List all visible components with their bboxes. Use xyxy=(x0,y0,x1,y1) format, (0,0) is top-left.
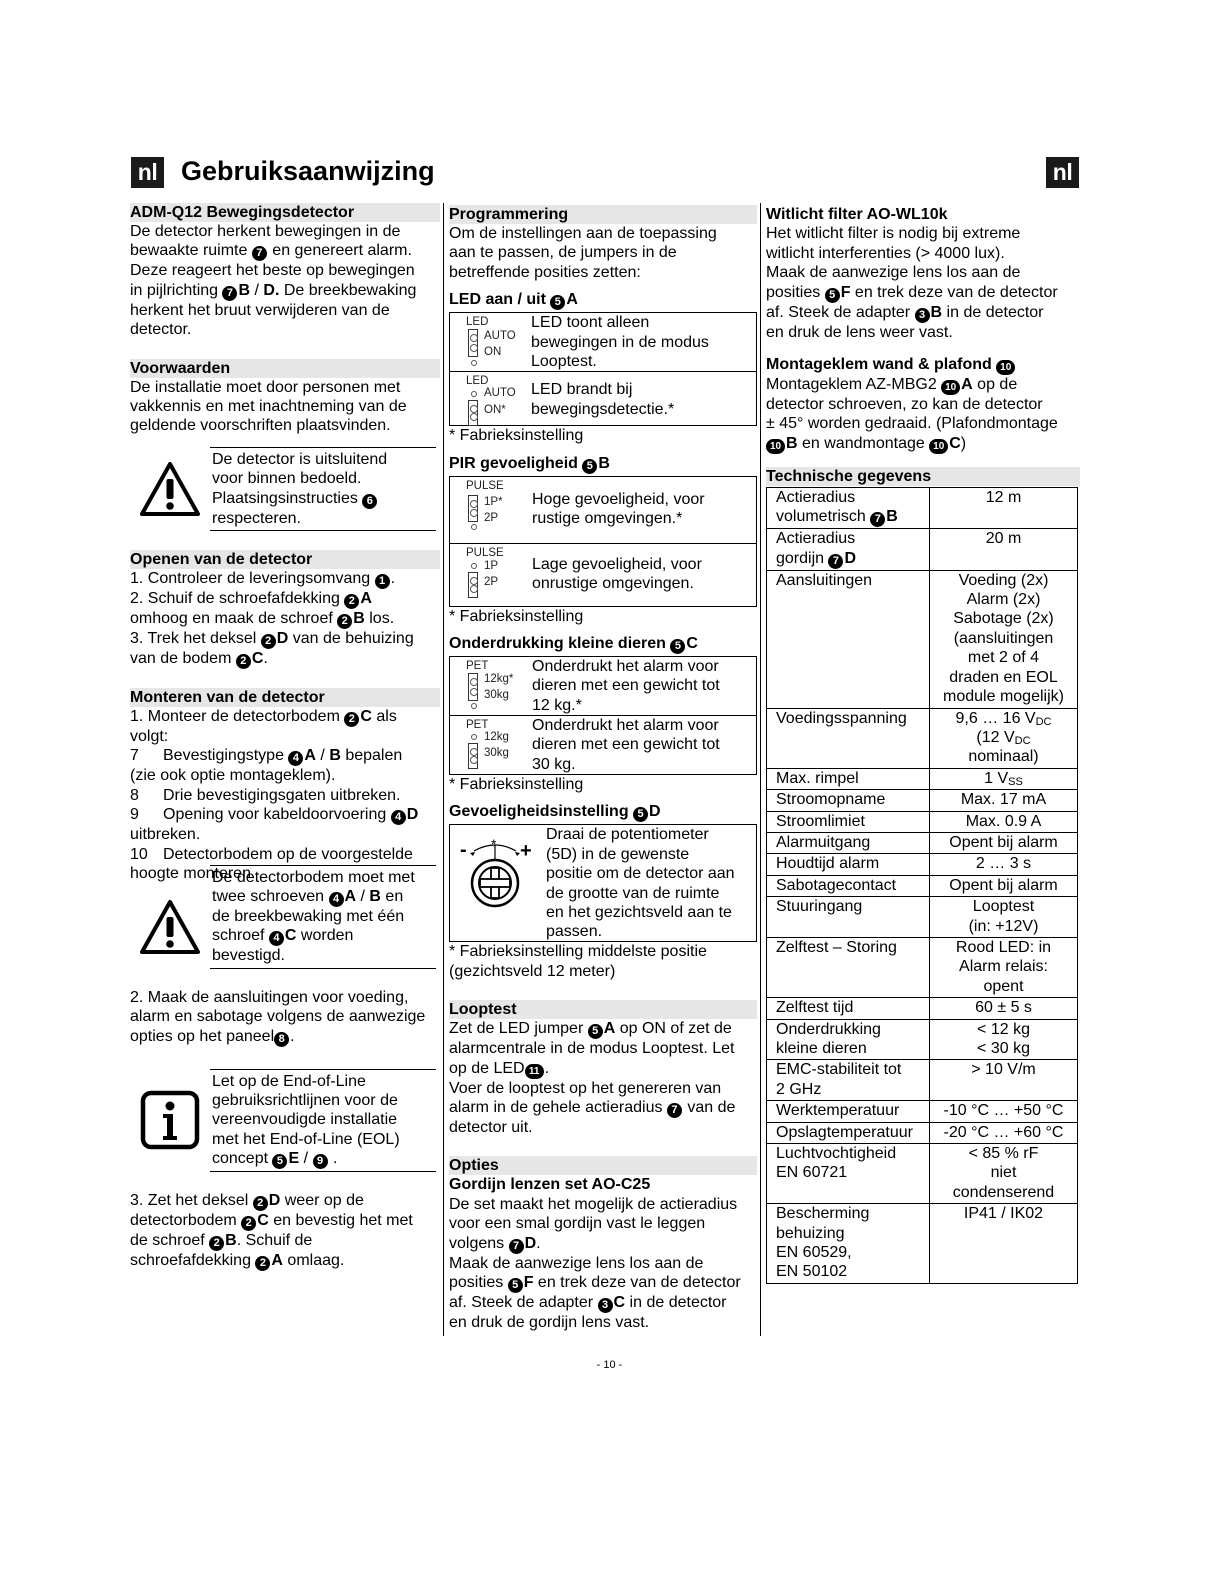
text-line: concept 5 E / 9 . xyxy=(212,1150,338,1168)
ref-number-icon: 2 xyxy=(241,1216,256,1231)
ref-number-icon: 2 xyxy=(209,1236,224,1251)
pir-jumper-table xyxy=(449,476,757,607)
spec-value: Max. 17 mA xyxy=(930,790,1078,811)
text-line: bevestigd. xyxy=(212,947,285,965)
table-row xyxy=(767,875,1078,896)
subsection-title-led: LED aan / uit 5 A xyxy=(449,291,578,309)
text-line: van de bodem 2 C. xyxy=(130,650,268,668)
subsection-title-curtain: Gordijn lenzen set AO-C25 xyxy=(449,1176,651,1194)
spec-value: Opent bij alarm xyxy=(930,832,1078,853)
text-line: 1. Monteer de detectorbodem 2 C als xyxy=(130,708,397,726)
spec-label: volumetrisch 7 B xyxy=(776,508,898,526)
text-line: (zie ook optie montageklem). xyxy=(130,767,336,785)
ref-number-icon: 3 xyxy=(915,308,930,323)
spec-label: Sabotagecontact xyxy=(767,875,930,896)
subsection-title-pir: PIR gevoeligheid 5 B xyxy=(449,454,610,472)
spec-label: Opslagtemperatuur xyxy=(767,1122,930,1143)
spec-label: Bescherming behuizing EN 60529, EN 50102 xyxy=(767,1204,930,1284)
ref-number-icon: 5 xyxy=(670,639,685,654)
ref-number-icon: 7 xyxy=(252,246,267,261)
table-row xyxy=(767,487,1078,528)
page-title: Gebruiksaanwijzing xyxy=(181,156,435,186)
subsection-title-whitelight: Witlicht filter AO-WL10k xyxy=(766,206,948,223)
text-line: ± 45° worden gedraaid. (Plafondmontage xyxy=(766,415,1058,433)
ref-number-icon: 4 xyxy=(391,810,406,825)
text-line: posities 5 F en trek deze van de detector xyxy=(449,1274,741,1292)
jumper-diagram: LED AUTO ON xyxy=(449,313,529,371)
led-option-auto xyxy=(449,313,757,371)
text-line: rustige omgevingen.* xyxy=(532,510,683,528)
text-line: passen. xyxy=(546,923,603,941)
text-line: detector schroeven, zo kan de detector xyxy=(766,396,1043,414)
spec-label: Stroomlimiet xyxy=(767,811,930,832)
text-line: 30 kg. xyxy=(532,755,576,773)
table-row xyxy=(767,937,1078,997)
ref-number-icon: 2 xyxy=(344,712,359,727)
factory-note: * Fabrieksinstelling xyxy=(449,776,584,794)
pet-option-30kg xyxy=(450,715,756,774)
text-line: uitbreken. xyxy=(130,826,201,844)
ref-number-icon: 2 xyxy=(261,634,276,649)
spec-value: Looptest (in: +12V) xyxy=(930,897,1078,938)
spec-value: < 12 kg < 30 kg xyxy=(930,1019,1078,1060)
column-divider-left xyxy=(443,203,444,1336)
text-line: posities 5 F en trek deze van de detector xyxy=(766,283,1058,301)
text-line: geldende voorschriften plaatsvinden. xyxy=(130,417,391,435)
table-row xyxy=(767,1101,1078,1122)
spec-label: Max. rimpel xyxy=(767,768,930,789)
right-column xyxy=(766,203,1080,1284)
text-line: de breekbewaking met één xyxy=(212,907,405,925)
ref-number-icon: 2 xyxy=(236,654,251,669)
spec-label: Actieradius xyxy=(776,488,856,506)
text-line: 1. Controleer de leveringsomvang 1 . xyxy=(130,570,396,588)
spec-value: 2 … 3 s xyxy=(930,854,1078,875)
ref-number-icon: 2 xyxy=(344,594,359,609)
table-row xyxy=(767,790,1078,811)
jumper-diagram: LED AUTO ON* xyxy=(449,372,529,425)
text-line: gebruiksrichtlijnen voor de xyxy=(212,1091,398,1109)
text-line: onrustige omgevingen. xyxy=(532,575,694,593)
text-line: Onderdrukt het alarm voor xyxy=(532,658,719,676)
text-line: Maak de aanwezige lens los aan de xyxy=(449,1254,704,1272)
warning-icon xyxy=(130,447,210,531)
text-line: bewegingsdetectie.* xyxy=(531,400,675,418)
text-line: schroef 4 C worden xyxy=(212,927,354,945)
table-row xyxy=(767,832,1078,853)
text-line: LED brandt bij xyxy=(531,381,633,399)
text-line: voor binnen bedoeld. xyxy=(212,470,362,488)
text-line: betreffende posities zetten: xyxy=(449,263,641,281)
spec-value: 12 m xyxy=(930,487,1078,528)
text-line: en druk de lens weer vast. xyxy=(766,323,953,341)
pet-option-12kg xyxy=(450,657,756,715)
text-line: Voer de looptest op het genereren van xyxy=(449,1079,722,1097)
column-divider-right xyxy=(760,203,761,1336)
spec-value: Rood LED: in Alarm relais: opent xyxy=(930,937,1078,997)
ref-number-icon: 10 xyxy=(996,360,1015,375)
sensitivity-row xyxy=(450,825,756,941)
text-line: detector uit. xyxy=(449,1119,533,1137)
section-title-mounting: Monteren van de detector xyxy=(130,688,440,707)
ref-number-icon: 10 xyxy=(766,439,785,454)
ref-number-icon: 4 xyxy=(269,931,284,946)
ref-number-icon: 5 xyxy=(550,295,565,310)
text-line: dieren met een gewicht tot xyxy=(532,736,720,754)
factory-note: * Fabrieksinstelling middelste positie xyxy=(449,943,707,961)
jumper-diagram: PULSE 1P* 2P xyxy=(450,477,530,543)
jumper-diagram: PULSE 1P 2P xyxy=(450,544,530,606)
table-row xyxy=(767,768,1078,789)
text-line: De set maakt het mogelijk de actieradius xyxy=(449,1195,738,1213)
text-line: dieren met een gewicht tot xyxy=(532,677,720,695)
text-line: hoogte monteren. xyxy=(130,865,256,883)
sens-plus-label: + xyxy=(520,840,532,863)
spec-label: Aansluitingen xyxy=(767,570,930,708)
text-line: bewegingen in de modus xyxy=(531,333,709,351)
spec-value: < 85 % rF niet condenserend xyxy=(930,1144,1078,1204)
spec-value: -20 °C … +60 °C xyxy=(930,1122,1078,1143)
pir-option-2p xyxy=(450,543,756,606)
ref-number-icon: 10 xyxy=(941,380,960,395)
spec-label: Alarmuitgang xyxy=(767,832,930,853)
section-title-specs: Technische gegevens xyxy=(766,467,1080,486)
spec-label: Zelftest tijd xyxy=(767,998,930,1019)
table-row xyxy=(767,529,1078,570)
text-line: detector. xyxy=(130,321,192,339)
led-option-on xyxy=(449,371,757,426)
text-line: 3. Trek het deksel 2 D van de behuizing xyxy=(130,630,414,648)
text-line: LED toont alleen xyxy=(531,314,650,332)
spec-label: EMC-stabiliteit tot 2 GHz xyxy=(767,1060,930,1101)
warning-note-screws xyxy=(130,865,436,969)
factory-note: * Fabrieksinstelling xyxy=(449,607,584,625)
spec-label: Zelftest – Storing xyxy=(767,937,930,997)
subsection-title-pet: Onderdrukking kleine dieren 5 C xyxy=(449,635,698,653)
text-line: De detector herkent bewegingen in de xyxy=(130,223,401,240)
potentiometer-icon xyxy=(450,825,546,941)
table-row xyxy=(767,897,1078,938)
ref-number-icon: 3 xyxy=(598,1298,613,1313)
list-item: 9 Opening voor kabeldoorvoering 4 D xyxy=(130,806,419,824)
text-line: detectorbodem 2 C en bevestig het met xyxy=(130,1212,413,1230)
pir-option-1p xyxy=(450,477,756,543)
table-row xyxy=(767,811,1078,832)
text-line: 12 kg.* xyxy=(532,696,582,714)
spec-value: Max. 0.9 A xyxy=(930,811,1078,832)
text-line: twee schroeven 4 A / B en xyxy=(212,887,404,905)
ref-number-icon: 5 xyxy=(825,288,840,303)
text-line: De detectorbodem moet met xyxy=(212,868,415,886)
text-line: herkent het bruut verwijderen van de xyxy=(130,301,390,319)
text-line: volgt: xyxy=(130,728,169,746)
text-line: Looptest. xyxy=(531,353,597,371)
ref-number-icon: 5 xyxy=(508,1278,523,1293)
left-column xyxy=(130,203,440,1271)
warning-note-indoor xyxy=(130,447,436,531)
sens-minus-label: - xyxy=(460,839,467,862)
text-line: Maak de aanwezige lens los aan de xyxy=(766,264,1021,282)
text-line: de schroef 2 B. Schuif de xyxy=(130,1232,313,1250)
spec-label: gordijn 7 D xyxy=(776,549,857,567)
text-line: 2. Schuif de schroefafdekking 2 A xyxy=(130,590,372,608)
table-row xyxy=(767,1204,1078,1284)
led-jumper-table xyxy=(449,312,757,426)
text-line: alarmcentrale in de modus Looptest. Let xyxy=(449,1040,735,1058)
text-line: volgens 7 D. xyxy=(449,1234,541,1252)
ref-number-icon: 7 xyxy=(222,286,237,301)
factory-note: (gezichtsveld 12 meter) xyxy=(449,962,616,980)
spec-label: Stuuringang xyxy=(767,897,930,938)
ref-number-icon: 7 xyxy=(509,1239,524,1254)
text-line: en druk de gordijn lens vast. xyxy=(449,1314,650,1332)
list-item: 7 Bevestigingstype 4 A / B bepalen xyxy=(130,747,403,765)
ref-number-icon: 4 xyxy=(329,892,344,907)
text-line: Let op de End-of-Line xyxy=(212,1072,366,1090)
text-line: in pijlrichting 7 B / D. De breekbewaking xyxy=(130,281,417,299)
middle-column xyxy=(449,203,757,1333)
info-icon xyxy=(130,1069,210,1173)
text-line: De installatie moet door personen met xyxy=(130,378,401,396)
text-line: alarm in de gehele actieradius 7 van de xyxy=(449,1099,736,1117)
table-row xyxy=(767,1060,1078,1101)
text-line: af. Steek de adapter 3 C in de detector xyxy=(449,1294,727,1312)
text-line: omhoog en maak de schroef 2 B los. xyxy=(130,610,395,628)
ref-number-icon: 5 xyxy=(588,1024,603,1039)
table-row xyxy=(767,1122,1078,1143)
ref-number-icon: 7 xyxy=(667,1103,682,1118)
page-number: - 10 - xyxy=(596,1359,623,1371)
ref-number-icon: 8 xyxy=(274,1032,289,1047)
spec-value: > 10 V/m xyxy=(930,1060,1078,1101)
spec-label: Werktemperatuur xyxy=(767,1101,930,1122)
spec-label: Houdtijd alarm xyxy=(767,854,930,875)
section-title-opening: Openen van de detector xyxy=(130,550,440,569)
ref-number-icon: 11 xyxy=(525,1064,544,1079)
text-line: Plaatsingsinstructies 6 xyxy=(212,489,432,509)
language-badge-left: nl xyxy=(131,157,164,188)
section-title-looptest: Looptest xyxy=(449,1000,757,1019)
table-row xyxy=(767,570,1078,708)
text-line: schroefafdekking 2 A omlaag. xyxy=(130,1252,345,1270)
spec-label: Luchtvochtigheid EN 60721 xyxy=(767,1144,930,1204)
text-line: aan te passen, de jumpers in de xyxy=(449,244,677,262)
text-line: de grootte van de ruimte xyxy=(546,884,720,902)
text-line: respecteren. xyxy=(212,509,301,527)
text-line: Montageklem AZ-MBG2 10 A op de xyxy=(766,376,1018,394)
spec-value: Voeding (2x) Alarm (2x) Sabotage (2x) (aansluitingen met 2 of 4 draden en EOL module mogelijk) xyxy=(930,570,1078,708)
subsection-title-bracket: Montageklem wand & plafond 10 xyxy=(766,355,1080,375)
spec-label: Actieradius xyxy=(776,530,856,548)
ref-number-icon: 5 xyxy=(582,459,597,474)
info-note-eol xyxy=(130,1069,436,1173)
spec-value: 20 m xyxy=(930,529,1078,570)
section-title-options: Opties xyxy=(449,1156,757,1175)
text-line: Onderdrukt het alarm voor xyxy=(532,717,719,735)
factory-note: * Fabrieksinstelling xyxy=(449,427,584,445)
text-line: 2. Maak de aansluitingen voor voeding, xyxy=(130,988,409,1006)
ref-number-icon: 2 xyxy=(253,1196,268,1211)
spec-label: Voedingsspanning xyxy=(767,708,930,768)
text-line: voor een smal gordijn vast le leggen xyxy=(449,1215,706,1233)
table-row xyxy=(767,998,1078,1019)
section-title-conditions: Voorwaarden xyxy=(130,359,440,378)
ref-number-icon: 5 xyxy=(633,807,648,822)
sens-star-label: * xyxy=(491,836,497,853)
spec-label: Stroomopname xyxy=(767,790,930,811)
spec-value: 9,6 … 16 $V_{DC}$ (12 $V_{DC}$ nominaal) xyxy=(930,708,1078,768)
text-line: alarm en sabotage volgens de aanwezige xyxy=(130,1008,426,1026)
text-line: Draai de potentiometer xyxy=(546,826,709,844)
table-row xyxy=(767,708,1078,768)
text-line: bewaakte ruimte 7 en genereert alarm. xyxy=(130,242,412,260)
section-title-programming: Programmering xyxy=(449,205,757,224)
text-line: Om de instellingen aan de toepassing xyxy=(449,225,717,242)
list-item: 8 Drie bevestigingsgaten uitbreken. xyxy=(130,786,401,804)
table-row xyxy=(767,854,1078,875)
text-line: witlicht interferenties (> 4000 lux). xyxy=(766,244,1005,262)
text-line: opties op het paneel 8 . xyxy=(130,1027,295,1045)
ref-number-icon: 2 xyxy=(337,614,352,629)
section-title-detector: ADM-Q12 Bewegingsdetector xyxy=(130,203,440,222)
sensitivity-table xyxy=(449,824,757,942)
spec-value: Opent bij alarm xyxy=(930,875,1078,896)
spec-value: 60 ± 5 s xyxy=(930,998,1078,1019)
text-line: Deze reageert het beste op bewegingen xyxy=(130,262,415,280)
warning-icon xyxy=(130,865,210,969)
ref-number-icon: 2 xyxy=(255,1256,270,1271)
ref-number-icon: 5 xyxy=(272,1154,287,1169)
text-line: vereenvoudigde installatie xyxy=(212,1111,398,1129)
spec-value: -10 °C … +50 °C xyxy=(930,1101,1078,1122)
text-line: met het End-of-Line (EOL) xyxy=(212,1130,400,1148)
text-line: en het gezichtsveld aan te xyxy=(546,904,732,922)
ref-number-icon: 4 xyxy=(288,751,303,766)
text-line: af. Steek de adapter 3 B in de detector xyxy=(766,303,1044,321)
subsection-title-sensitivity: Gevoeligheidsinstelling 5 D xyxy=(449,803,661,821)
ref-number-icon: 10 xyxy=(929,439,948,454)
text-line: Hoge gevoeligheid, voor xyxy=(532,490,705,508)
table-row xyxy=(767,1144,1078,1204)
jumper-diagram: PET 12kg* 30kg xyxy=(450,657,530,715)
ref-number-icon: 6 xyxy=(362,494,377,509)
ref-number-icon: 9 xyxy=(313,1154,328,1169)
pet-jumper-table xyxy=(449,656,757,775)
text-line: op de LED 11 . xyxy=(449,1059,550,1077)
language-badge-right: nl xyxy=(1046,157,1079,188)
spec-label: Onderdrukking kleine dieren xyxy=(767,1019,930,1060)
text-line: De detector is uitsluitend xyxy=(212,450,388,468)
text-line: vakkennis en met inachtneming van de xyxy=(130,398,407,416)
table-row xyxy=(767,1019,1078,1060)
ref-number-icon: 1 xyxy=(375,574,390,589)
ref-number-icon: 7 xyxy=(828,554,843,569)
text-line: Lage gevoeligheid, voor xyxy=(532,555,702,573)
specs-table xyxy=(766,487,1078,1284)
ref-number-icon: 7 xyxy=(870,512,885,527)
spec-value: IP41 / IK02 xyxy=(930,1204,1078,1284)
spec-value: 1 $V_{SS}$ xyxy=(930,768,1078,789)
list-item: 10 Detectorbodem op de voorgestelde xyxy=(130,845,413,863)
text-line: Zet de LED jumper 5 A op ON of zet de xyxy=(449,1020,732,1038)
text-line: (5D) in de gewenste xyxy=(546,845,690,863)
text-line: positie om de detector aan xyxy=(546,865,735,883)
jumper-diagram: PET 12kg 30kg xyxy=(450,716,530,774)
text-line: Het witlicht filter is nodig bij extreme xyxy=(766,225,1021,243)
text-line: 3. Zet het deksel 2 D weer op de xyxy=(130,1192,364,1210)
text-line: 10 B en wandmontage 10 C) xyxy=(766,434,1080,454)
